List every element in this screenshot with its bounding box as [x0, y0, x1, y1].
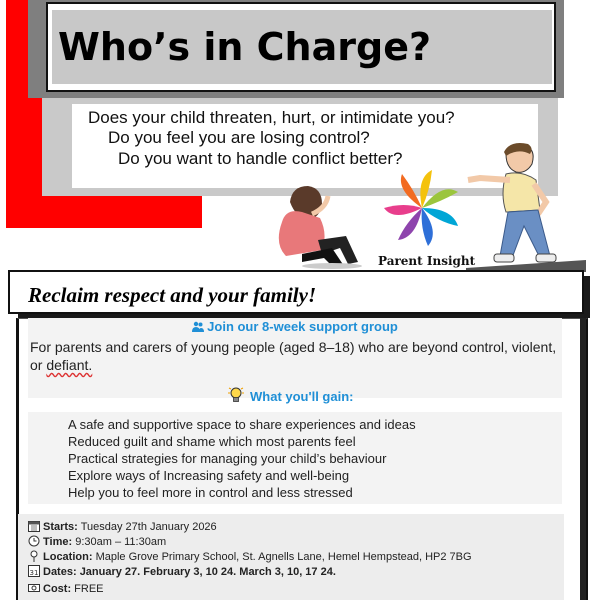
dates-value: January 27. February 3, 10 24. March 3, 10, 17 24. — [79, 566, 336, 578]
content-frame-shadow — [580, 318, 586, 600]
time-label: Time: — [43, 536, 73, 548]
page-title: Who’s in Charge? — [52, 10, 552, 84]
location-pin-icon — [28, 550, 40, 562]
detail-starts — [28, 520, 217, 533]
angry-teen-illustration — [466, 140, 586, 272]
calendar-31-icon — [28, 565, 40, 577]
distressed-woman-illustration — [262, 178, 372, 270]
gain-heading-text: What you'll gain: — [250, 389, 354, 404]
lightbulb-icon — [228, 386, 244, 404]
money-icon — [28, 582, 40, 594]
cost-value: FREE — [74, 583, 104, 595]
starts-value: Tuesday 27th January 2026 — [80, 521, 217, 533]
group-description-main: For parents and carers of young people (aged 8–18) who are beyond control, violent, or — [30, 339, 557, 373]
question-1: Does your child threaten, hurt, or intimidate you? — [88, 108, 455, 127]
dates-label: Dates: — [43, 566, 77, 578]
starts-label: Starts: — [43, 521, 78, 533]
group-description-end: defiant. — [46, 357, 93, 373]
banner-heading: Reclaim respect and your family! — [28, 283, 317, 307]
gain-item: Reduced guilt and shame which most parents feel — [68, 434, 356, 449]
detail-location — [28, 550, 472, 563]
gain-heading — [228, 386, 353, 404]
detail-cost — [28, 582, 104, 595]
gain-item: A safe and supportive space to share experiences and ideas — [68, 417, 416, 432]
location-value: Maple Grove Primary School, St. Agnells Lane, Hemel Hempstead, HP2 7BG — [95, 551, 472, 563]
question-2: Do you feel you are losing control? — [108, 128, 370, 147]
cost-label: Cost: — [43, 583, 72, 595]
group-heading-text: Join our 8-week support group — [207, 319, 398, 334]
svg-text:31: 31 — [29, 569, 39, 577]
clock-icon — [28, 535, 40, 547]
people-icon — [192, 321, 204, 333]
detail-dates — [28, 565, 336, 578]
calendar-icon — [28, 520, 40, 532]
logo-text: Parent Insight — [378, 254, 476, 268]
gain-item: Help you to feel more in control and less stressed — [68, 485, 353, 500]
gain-item: Explore ways of Increasing safety and well-being — [68, 468, 350, 483]
gain-item: Practical strategies for managing your child’s behaviour — [68, 451, 387, 466]
detail-time — [28, 535, 166, 548]
question-3: Do you want to handle conflict better? — [118, 149, 403, 168]
group-description — [30, 338, 562, 374]
group-heading — [28, 319, 562, 334]
time-value: 9:30am – 11:30am — [75, 536, 167, 548]
parent-insight-logo — [372, 166, 472, 252]
red-accent-bar-horizontal — [6, 196, 202, 228]
location-label: Location: — [43, 551, 93, 563]
